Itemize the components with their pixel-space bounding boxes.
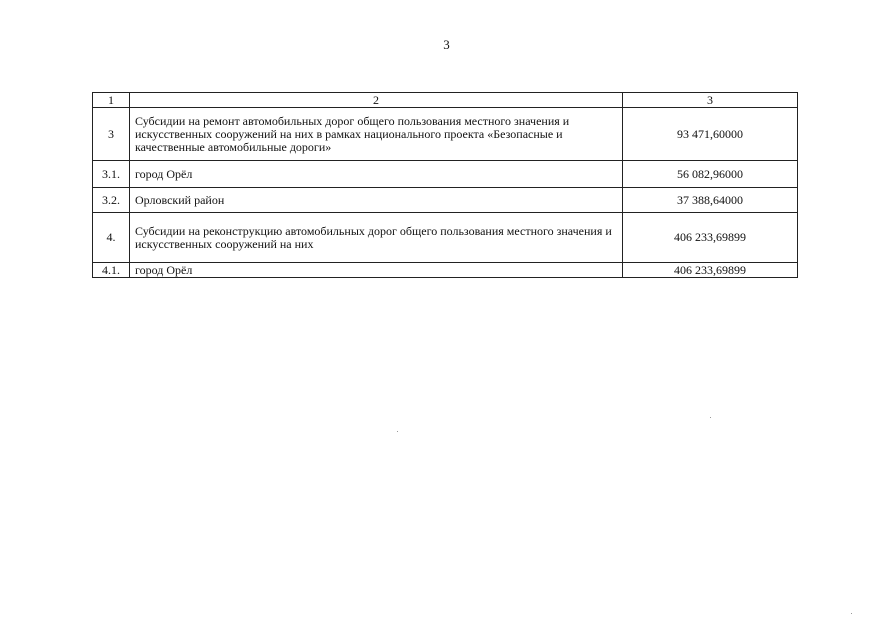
row-number: 4. — [93, 213, 130, 263]
page-number: 3 — [443, 37, 450, 52]
header-cell-number: 1 — [93, 93, 130, 108]
table-row — [93, 108, 798, 161]
header-cell-value: 3 — [623, 93, 798, 108]
row-number: 4.1. — [93, 263, 130, 278]
table-header-row — [93, 93, 798, 108]
row-number: 3.2. — [93, 188, 130, 213]
row-value: 56 082,96000 — [623, 161, 798, 188]
header-cell-description: 2 — [130, 93, 623, 108]
subsidy-table — [92, 92, 798, 278]
table-row — [93, 263, 798, 278]
scan-speck — [397, 431, 398, 432]
row-value: 406 233,69899 — [623, 263, 798, 278]
row-number: 3 — [93, 108, 130, 161]
table-row — [93, 188, 798, 213]
table-row — [93, 213, 798, 263]
table-row — [93, 161, 798, 188]
row-description: город Орёл — [130, 161, 623, 188]
row-value: 406 233,69899 — [623, 213, 798, 263]
row-value: 37 388,64000 — [623, 188, 798, 213]
row-description: Субсидии на реконструкцию автомобильных дорог общего пользования местного значения и искусственных сооружений на них — [130, 213, 623, 263]
row-description: Орловский район — [130, 188, 623, 213]
row-number: 3.1. — [93, 161, 130, 188]
row-description: Субсидии на ремонт автомобильных дорог общего пользования местного значения и искусственных сооружений на них в рамках национального проекта «Безопасные и качественные автомобильные дороги» — [130, 108, 623, 161]
row-value: 93 471,60000 — [623, 108, 798, 161]
scan-speck — [851, 613, 852, 614]
row-description: город Орёл — [130, 263, 623, 278]
scan-speck — [710, 417, 711, 418]
